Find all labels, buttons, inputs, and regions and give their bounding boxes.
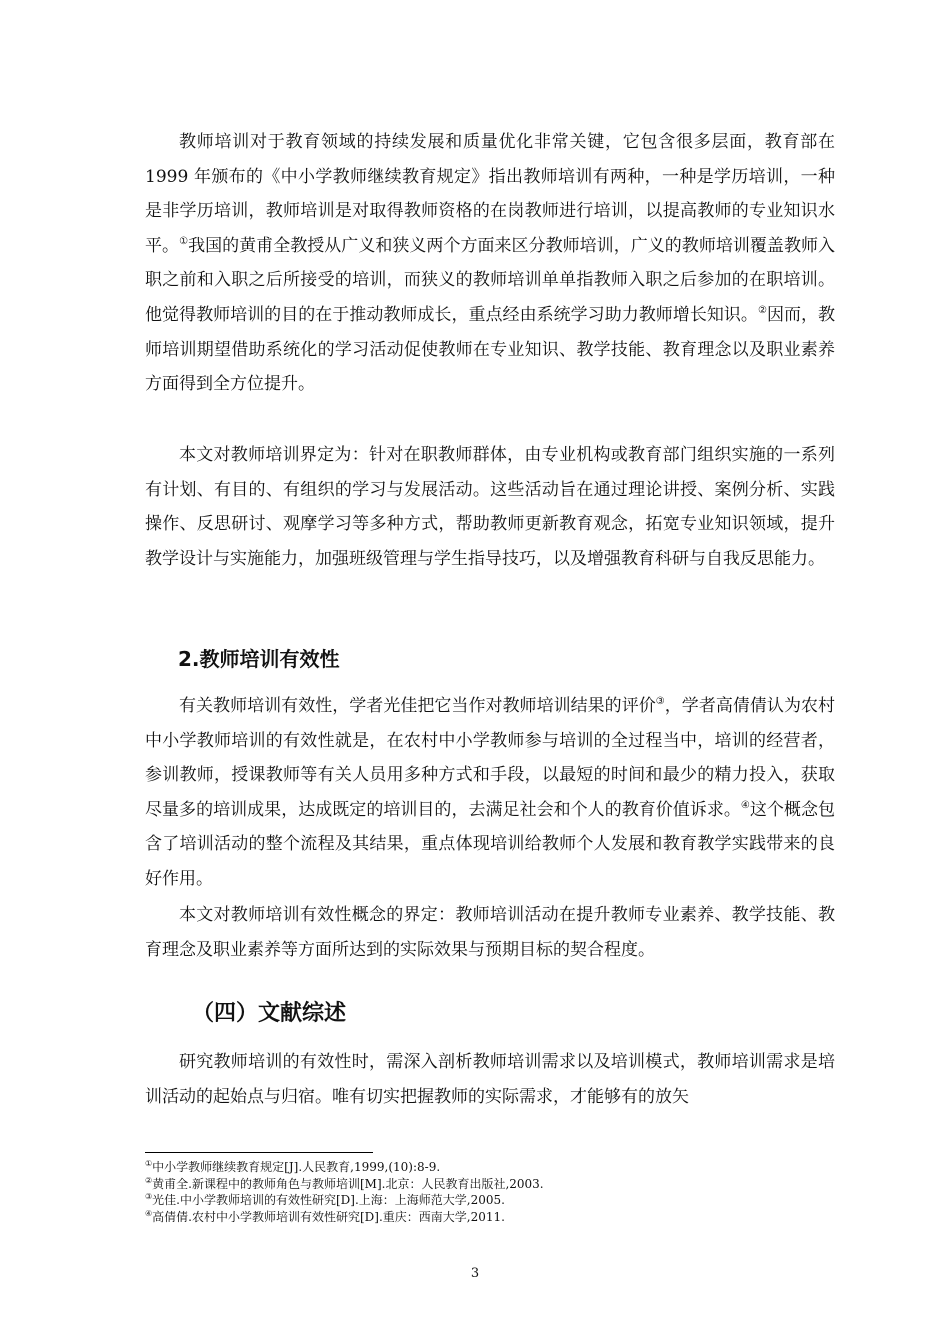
- body-paragraph-2: 本文对教师培训界定为：针对在职教师群体，由专业机构或教育部门组织实施的一系列有计划、有目的、有组织的学习与发展活动。这些活动旨在通过理论讲授、案例分析、实践操作、反思研讨、观摩学习等多种方式，帮助教师更新教育观念，拓宽专业知识领域，提升教学设计与实施能力，加强班级管理与学生指导技巧，以及增强教育科研与自我反思能力。: [145, 445, 835, 569]
- body-paragraph-5: 研究教师培训的有效性时，需深入剖析教师培训需求以及培训模式，教师培训需求是培训活动的起始点与归宿。唯有切实把握教师的实际需求，才能够有的放矢: [145, 1052, 835, 1107]
- footnotes: [145, 1159, 845, 1225]
- footnote-ref-3[interactable]: ③: [655, 696, 665, 707]
- footnote-3: ③光佳.中小学教师培训的有效性研究[D].上海：上海师范大学,2005.: [145, 1192, 505, 1207]
- footnote-ref-4[interactable]: ④: [740, 799, 750, 811]
- footnote-1: ①中小学教师继续教育规定[J].人民教育,1999,(10):8-9.: [145, 1159, 441, 1174]
- body-paragraph-1: 教师培训对于教育领域的持续发展和质量优化非常关键，它包含很多层面，教育部在 1999 年颁布的《中小学教师继续教育规定》指出教师培训有两种，一种是学历培训，一种是非学历培训，教师培训是对取得教师资格的在岗教师进行培训，以提高教师的专业知识水平。①我国的黄甫全教授从广义和狭义两个方面来区分教师培训，广义的教师培训覆盖教师入职之前和入职之后所接受的培训，而狭义的教师培训单单指教师入职之后参加的在职培训。他觉得教师培训的目的在于推动教师成长，重点经由系统学习助力教师增长知识。②因而，教师培训期望借助系统化的学习活动促使教师在专业知识、教学技能、教育理念以及职业素养方面得到全方位提升。: [145, 132, 836, 395]
- footnote-ref-1[interactable]: ①: [179, 235, 189, 247]
- footnote-separator: [145, 1152, 373, 1153]
- page-number: 3: [470, 1266, 480, 1281]
- footnote-ref-2[interactable]: ②: [757, 304, 767, 316]
- section-heading-effectiveness: 2.教师培训有效性: [178, 647, 340, 671]
- footnote-2: ②黄甫全.新课程中的教师角色与教师培训[M].北京：人民教育出版社,2003.: [145, 1175, 544, 1191]
- body-paragraph-4: 本文对教师培训有效性概念的界定：教师培训活动在提升教师专业素养、教学技能、教育理念及职业素养等方面所达到的实际效果与预期目标的契合程度。: [145, 905, 835, 960]
- body-paragraph-3: 有关教师培训有效性，学者光佳把它当作对教师培训结果的评价③，学者高倩倩认为农村中小学教师培训的有效性就是，在农村中小学教师参与培训的全过程当中，培训的经营者，参训教师，授课教师等有关人员用多种方式和手段，以最短的时间和最少的精力投入，获取尽量多的培训成果，达成既定的培训目的，去满足社会和个人的教育价值诉求。④这个概念包含了培训活动的整个流程及其结果，重点体现培训给教师个人发展和教育教学实践带来的良好作用。: [145, 696, 836, 889]
- section-heading-literature-review: （四）文献综述: [192, 1001, 347, 1026]
- footnote-4: ④高倩倩.农村中小学教师培训有效性研究[D].重庆：西南大学,2011.: [145, 1208, 505, 1224]
